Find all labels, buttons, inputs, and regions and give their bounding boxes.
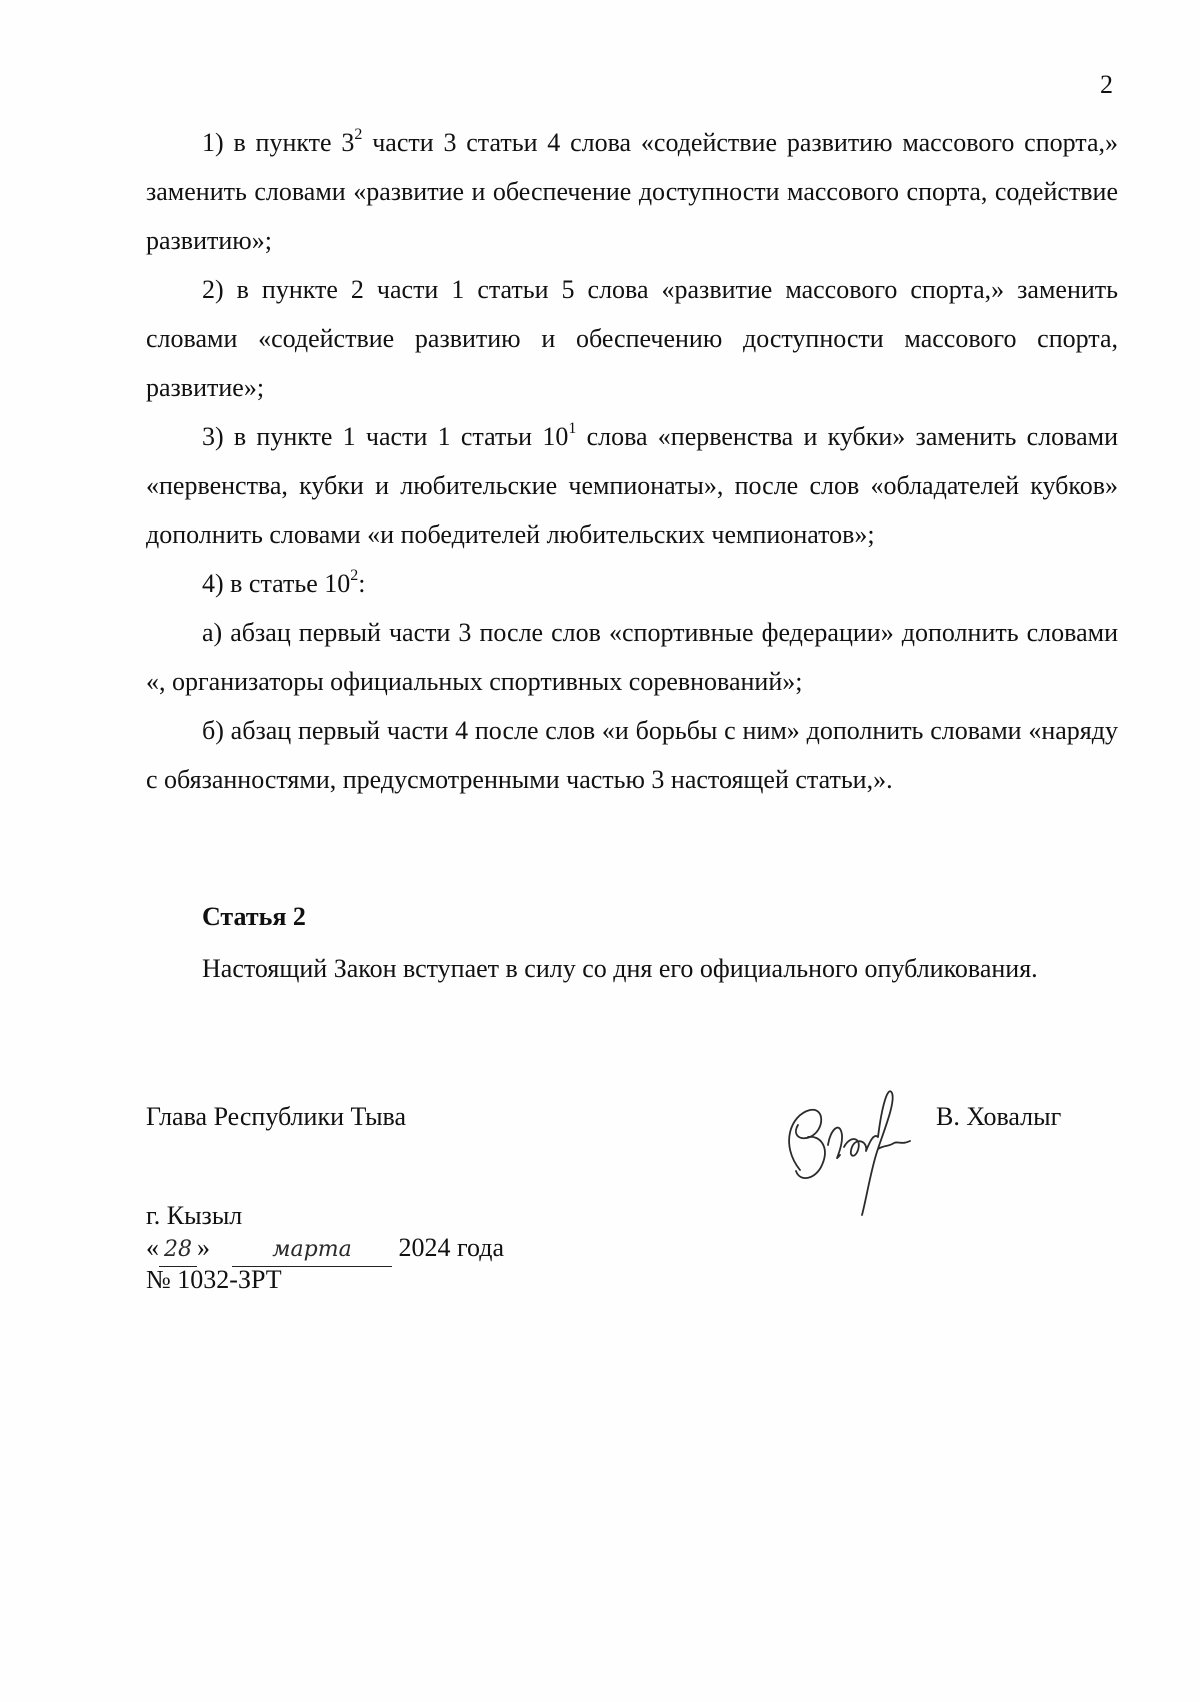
superscript: 2 [350, 567, 359, 584]
paragraph-text: а) абзац первый части 3 после слов «спортивные федерации» дополнить словами «, организаторы официальных спортивных соревнований»; [146, 618, 1118, 696]
amendments-list [146, 118, 1118, 804]
paragraph-text: : [358, 569, 366, 598]
date-month-handwritten: марта [232, 1234, 392, 1267]
date-open-quote: « [146, 1233, 159, 1262]
article-2-heading: Статья 2 [202, 902, 306, 931]
city: г. Кызыл [146, 1201, 243, 1230]
amendment-paragraph [146, 265, 1118, 412]
date-day-handwritten: 28 [159, 1234, 197, 1267]
date-close-quote: » [197, 1233, 210, 1262]
paragraph-text: б) абзац первый части 4 после слов «и борьбы с ним» дополнить словами «наряду с обязанностями, предусмотренными частью 3 настоящей статьи,». [146, 716, 1118, 794]
amendment-paragraph [146, 608, 1118, 706]
signing-date [146, 1232, 504, 1267]
amendment-paragraph [146, 118, 1118, 265]
signatory-title: Глава Республики Тыва [146, 1102, 407, 1131]
amendment-paragraph [146, 559, 1118, 608]
law-registration-number: № 1032-ЗРТ [146, 1265, 282, 1294]
article-2-text: Настоящий Закон вступает в силу со дня его официального опубликования. [202, 954, 1038, 983]
paragraph-text: части 3 статьи 4 слова «содействие развитию массового спорта,» заменить словами «развитие и обеспечение доступности массового спорта, содействие развитию»; [146, 128, 1118, 255]
signatory-name: В. Ховалыг [936, 1102, 1062, 1131]
paragraph-text: 1) в пункте 3 [202, 128, 355, 157]
paragraph-text: 3) в пункте 1 части 1 статьи 10 [202, 422, 569, 451]
page-number: 2 [1100, 70, 1113, 99]
superscript: 1 [568, 420, 577, 437]
handwritten-signature [770, 1075, 930, 1225]
date-year: 2024 года [398, 1233, 505, 1262]
paragraph-text: 2) в пункте 2 части 1 статьи 5 слова «развитие массового спорта,» заменить словами «содействие развитию и обеспечению доступности массового спорта, развитие»; [146, 275, 1118, 402]
superscript: 2 [354, 126, 363, 143]
paragraph-text: 4) в статье 10 [202, 569, 351, 598]
paragraph-text: слова «первенства и кубки» заменить словами «первенства, кубки и любительские чемпионаты», после слов «обладателей кубков» дополнить словами «и победителей любительских чемпионатов»; [146, 422, 1119, 549]
amendment-paragraph [146, 706, 1118, 804]
amendment-paragraph [146, 412, 1118, 559]
